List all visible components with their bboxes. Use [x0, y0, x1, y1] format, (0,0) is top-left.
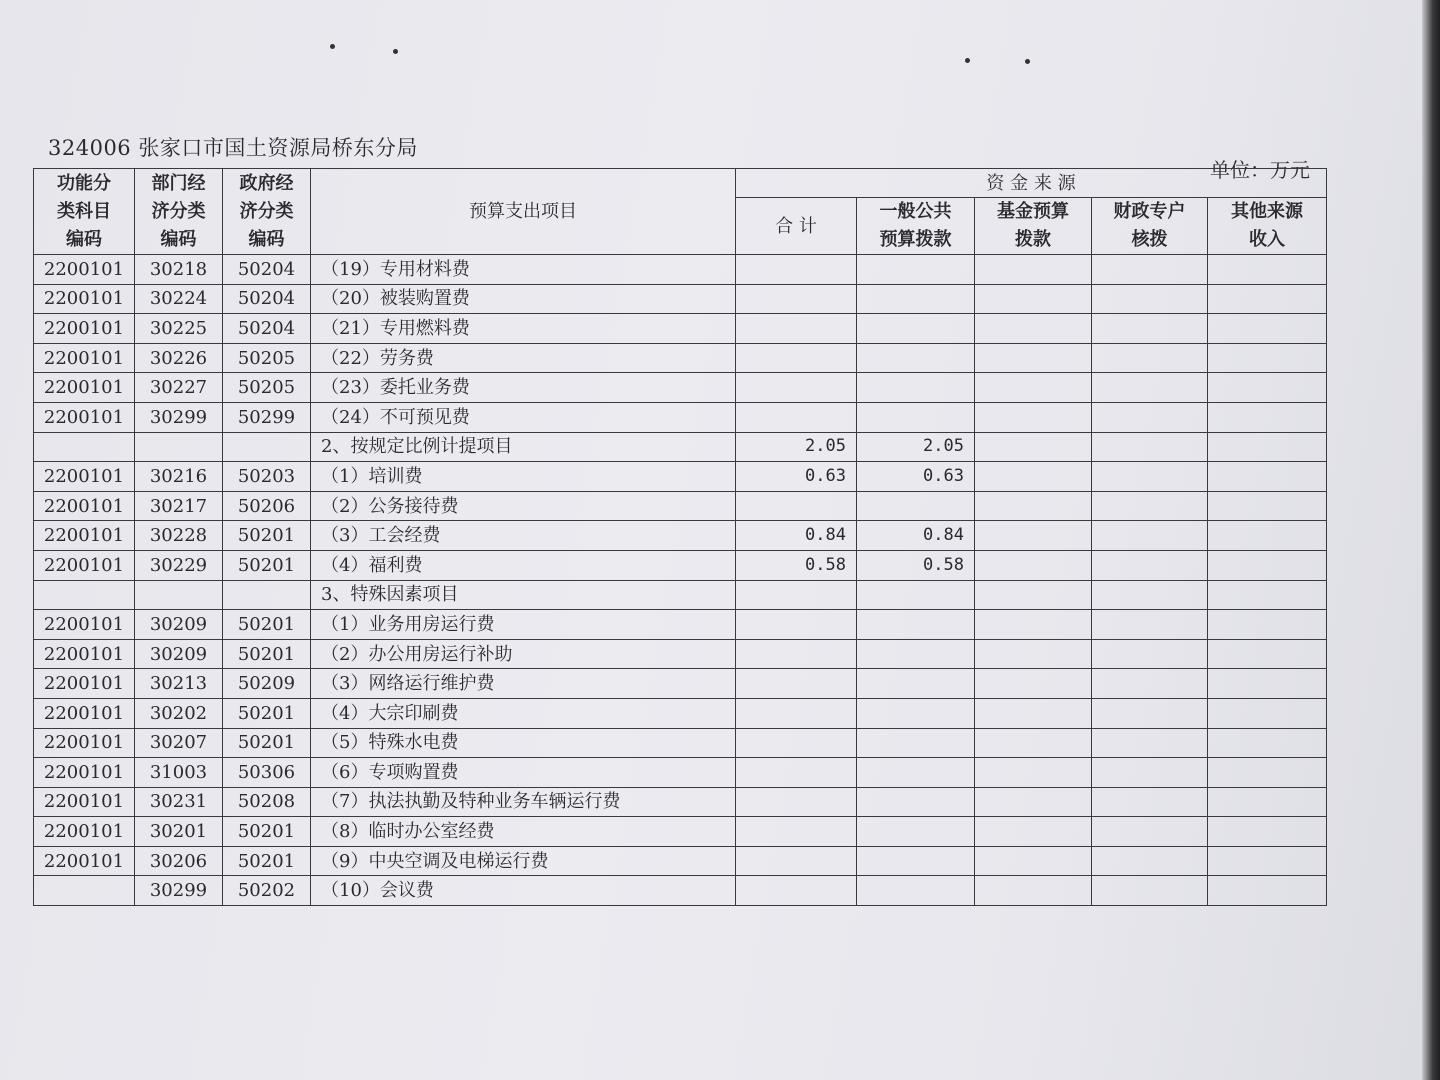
other-income-cell [1208, 846, 1327, 876]
gov-code-cell [223, 580, 311, 610]
total-cell: 2.05 [736, 432, 857, 462]
dept-code-cell: 30228 [135, 521, 223, 551]
func-code-cell: 2200101 [34, 314, 135, 344]
table-row [34, 284, 1327, 314]
fund-budget-cell [975, 846, 1092, 876]
dept-code-cell [135, 580, 223, 610]
dept-code-cell: 30206 [135, 846, 223, 876]
table-row [34, 373, 1327, 403]
finance-special-cell [1092, 669, 1208, 699]
general-budget-cell [857, 876, 975, 906]
gov-code-cell: 50201 [223, 610, 311, 640]
finance-special-cell [1092, 373, 1208, 403]
general-budget-cell [857, 669, 975, 699]
total-cell: 0.63 [736, 462, 857, 492]
header-total: 合 计 [736, 198, 857, 255]
total-cell [736, 639, 857, 669]
table-row [34, 432, 1327, 462]
finance-special-cell [1092, 462, 1208, 492]
item-cell: （20）被装购置费 [311, 284, 736, 314]
dept-code-cell: 30299 [135, 402, 223, 432]
gov-code-cell: 50204 [223, 284, 311, 314]
other-income-cell [1208, 255, 1327, 285]
finance-special-cell [1092, 876, 1208, 906]
other-income-cell [1208, 521, 1327, 551]
finance-special-cell [1092, 343, 1208, 373]
other-income-cell [1208, 314, 1327, 344]
punch-hole [965, 58, 970, 63]
func-code-cell: 2200101 [34, 521, 135, 551]
other-income-cell [1208, 462, 1327, 492]
func-code-cell: 2200101 [34, 817, 135, 847]
finance-special-cell [1092, 817, 1208, 847]
dept-code-cell: 30217 [135, 491, 223, 521]
gov-code-cell: 50201 [223, 846, 311, 876]
finance-special-cell [1092, 550, 1208, 580]
fund-budget-cell [975, 432, 1092, 462]
header-func-code: 功能分 类科目 编码 [34, 169, 135, 255]
budget-table [33, 168, 1327, 906]
fund-budget-cell [975, 876, 1092, 906]
gov-code-cell: 50201 [223, 639, 311, 669]
dept-code-cell: 31003 [135, 758, 223, 788]
general-budget-cell [857, 758, 975, 788]
total-cell [736, 846, 857, 876]
other-income-cell [1208, 432, 1327, 462]
gov-code-cell: 50206 [223, 491, 311, 521]
other-income-cell [1208, 610, 1327, 640]
dept-code-cell: 30299 [135, 876, 223, 906]
punch-hole [1025, 59, 1030, 64]
general-budget-cell [857, 373, 975, 403]
fund-budget-cell [975, 669, 1092, 699]
table-row [34, 817, 1327, 847]
table-row [34, 462, 1327, 492]
dept-code-cell: 30202 [135, 698, 223, 728]
func-code-cell: 2200101 [34, 787, 135, 817]
header-general-budget: 一般公共 预算拨款 [857, 198, 975, 255]
table-row [34, 787, 1327, 817]
general-budget-cell [857, 846, 975, 876]
total-cell [736, 698, 857, 728]
total-cell: 0.84 [736, 521, 857, 551]
item-cell: （3）工会经费 [311, 521, 736, 551]
item-cell: （3）网络运行维护费 [311, 669, 736, 699]
general-budget-cell [857, 255, 975, 285]
finance-special-cell [1092, 698, 1208, 728]
fund-budget-cell [975, 639, 1092, 669]
other-income-cell [1208, 698, 1327, 728]
total-cell [736, 284, 857, 314]
table-row [34, 669, 1327, 699]
header-gov-code: 政府经 济分类 编码 [223, 169, 311, 255]
table-row [34, 402, 1327, 432]
table-row [34, 639, 1327, 669]
item-cell: （22）劳务费 [311, 343, 736, 373]
gov-code-cell: 50204 [223, 255, 311, 285]
func-code-cell: 2200101 [34, 284, 135, 314]
unit-label: 单位：万元 [1210, 158, 1310, 182]
table-row [34, 255, 1327, 285]
item-cell: （8）临时办公室经费 [311, 817, 736, 847]
general-budget-cell: 0.84 [857, 521, 975, 551]
func-code-cell: 2200101 [34, 373, 135, 403]
func-code-cell: 2200101 [34, 698, 135, 728]
table-row [34, 610, 1327, 640]
gov-code-cell: 50201 [223, 698, 311, 728]
func-code-cell: 2200101 [34, 846, 135, 876]
fund-budget-cell [975, 284, 1092, 314]
total-cell [736, 402, 857, 432]
dept-code-cell: 30231 [135, 787, 223, 817]
header-fund-budget: 基金预算 拨款 [975, 198, 1092, 255]
header-dept-code: 部门经 济分类 编码 [135, 169, 223, 255]
gov-code-cell: 50201 [223, 521, 311, 551]
gov-code-cell: 50202 [223, 876, 311, 906]
general-budget-cell [857, 343, 975, 373]
func-code-cell [34, 580, 135, 610]
item-cell: （19）专用材料费 [311, 255, 736, 285]
finance-special-cell [1092, 314, 1208, 344]
item-cell: （2）公务接待费 [311, 491, 736, 521]
gov-code-cell: 50205 [223, 373, 311, 403]
gov-code-cell: 50201 [223, 550, 311, 580]
total-cell [736, 876, 857, 906]
table-row [34, 521, 1327, 551]
other-income-cell [1208, 491, 1327, 521]
fund-budget-cell [975, 550, 1092, 580]
item-cell: （10）会议费 [311, 876, 736, 906]
dept-code-cell: 30207 [135, 728, 223, 758]
fund-budget-cell [975, 698, 1092, 728]
item-cell: （4）福利费 [311, 550, 736, 580]
table-row [34, 698, 1327, 728]
other-income-cell [1208, 876, 1327, 906]
finance-special-cell [1092, 639, 1208, 669]
func-code-cell: 2200101 [34, 669, 135, 699]
item-cell: （6）专项购置费 [311, 758, 736, 788]
paper-edge-shadow [1422, 0, 1440, 1080]
other-income-cell [1208, 758, 1327, 788]
dept-code-cell: 30209 [135, 610, 223, 640]
general-budget-cell [857, 787, 975, 817]
gov-code-cell: 50209 [223, 669, 311, 699]
func-code-cell: 2200101 [34, 758, 135, 788]
gov-code-cell: 50204 [223, 314, 311, 344]
total-cell [736, 373, 857, 403]
header-finance-special: 财政专户 核拨 [1092, 198, 1208, 255]
punch-hole [393, 49, 398, 54]
total-cell: 0.58 [736, 550, 857, 580]
other-income-cell [1208, 550, 1327, 580]
table-row [34, 758, 1327, 788]
document-title: 324006 张家口市国土资源局桥东分局 [48, 136, 418, 160]
gov-code-cell [223, 432, 311, 462]
table-row [34, 314, 1327, 344]
item-cell: 3、特殊因素项目 [311, 580, 736, 610]
item-cell: （9）中央空调及电梯运行费 [311, 846, 736, 876]
func-code-cell [34, 432, 135, 462]
other-income-cell [1208, 787, 1327, 817]
dept-code-cell: 30229 [135, 550, 223, 580]
item-cell: （5）特殊水电费 [311, 728, 736, 758]
total-cell [736, 728, 857, 758]
fund-budget-cell [975, 521, 1092, 551]
item-cell: 2、按规定比例计提项目 [311, 432, 736, 462]
other-income-cell [1208, 402, 1327, 432]
general-budget-cell [857, 284, 975, 314]
finance-special-cell [1092, 758, 1208, 788]
table-row [34, 550, 1327, 580]
finance-special-cell [1092, 580, 1208, 610]
item-cell: （1）业务用房运行费 [311, 610, 736, 640]
table-row [34, 580, 1327, 610]
dept-code-cell: 30225 [135, 314, 223, 344]
general-budget-cell [857, 580, 975, 610]
fund-budget-cell [975, 491, 1092, 521]
finance-special-cell [1092, 402, 1208, 432]
gov-code-cell: 50306 [223, 758, 311, 788]
finance-special-cell [1092, 728, 1208, 758]
finance-special-cell [1092, 491, 1208, 521]
header-item: 预算支出项目 [311, 169, 736, 255]
header-other-income: 其他来源 收入 [1208, 198, 1327, 255]
fund-budget-cell [975, 610, 1092, 640]
fund-budget-cell [975, 255, 1092, 285]
func-code-cell: 2200101 [34, 550, 135, 580]
general-budget-cell [857, 817, 975, 847]
finance-special-cell [1092, 846, 1208, 876]
total-cell [736, 817, 857, 847]
gov-code-cell: 50201 [223, 817, 311, 847]
dept-code-cell: 30226 [135, 343, 223, 373]
dept-code-cell: 30201 [135, 817, 223, 847]
fund-budget-cell [975, 343, 1092, 373]
total-cell [736, 580, 857, 610]
header-fund-source: 资 金 来 源 [736, 169, 1327, 198]
func-code-cell: 2200101 [34, 610, 135, 640]
fund-budget-cell [975, 462, 1092, 492]
func-code-cell: 2200101 [34, 728, 135, 758]
finance-special-cell [1092, 432, 1208, 462]
fund-budget-cell [975, 373, 1092, 403]
other-income-cell [1208, 580, 1327, 610]
finance-special-cell [1092, 610, 1208, 640]
general-budget-cell [857, 314, 975, 344]
table-row [34, 491, 1327, 521]
fund-budget-cell [975, 580, 1092, 610]
dept-code-cell [135, 432, 223, 462]
table-row [34, 846, 1327, 876]
general-budget-cell: 2.05 [857, 432, 975, 462]
finance-special-cell [1092, 284, 1208, 314]
other-income-cell [1208, 817, 1327, 847]
total-cell [736, 491, 857, 521]
dept-code-cell: 30224 [135, 284, 223, 314]
dept-code-cell: 30216 [135, 462, 223, 492]
fund-budget-cell [975, 728, 1092, 758]
total-cell [736, 255, 857, 285]
func-code-cell [34, 876, 135, 906]
general-budget-cell [857, 639, 975, 669]
total-cell [736, 787, 857, 817]
table-body [34, 255, 1327, 906]
other-income-cell [1208, 728, 1327, 758]
total-cell [736, 610, 857, 640]
total-cell [736, 314, 857, 344]
general-budget-cell [857, 698, 975, 728]
func-code-cell: 2200101 [34, 402, 135, 432]
total-cell [736, 758, 857, 788]
item-cell: （23）委托业务费 [311, 373, 736, 403]
func-code-cell: 2200101 [34, 255, 135, 285]
gov-code-cell: 50201 [223, 728, 311, 758]
item-cell: （2）办公用房运行补助 [311, 639, 736, 669]
general-budget-cell: 0.58 [857, 550, 975, 580]
finance-special-cell [1092, 521, 1208, 551]
other-income-cell [1208, 669, 1327, 699]
fund-budget-cell [975, 402, 1092, 432]
general-budget-cell [857, 728, 975, 758]
item-cell: （21）专用燃料费 [311, 314, 736, 344]
fund-budget-cell [975, 787, 1092, 817]
other-income-cell [1208, 639, 1327, 669]
func-code-cell: 2200101 [34, 491, 135, 521]
table-row [34, 876, 1327, 906]
other-income-cell [1208, 373, 1327, 403]
total-cell [736, 669, 857, 699]
finance-special-cell [1092, 255, 1208, 285]
item-cell: （7）执法执勤及特种业务车辆运行费 [311, 787, 736, 817]
finance-special-cell [1092, 787, 1208, 817]
item-cell: （1）培训费 [311, 462, 736, 492]
func-code-cell: 2200101 [34, 639, 135, 669]
other-income-cell [1208, 343, 1327, 373]
item-cell: （24）不可预见费 [311, 402, 736, 432]
general-budget-cell: 0.63 [857, 462, 975, 492]
func-code-cell: 2200101 [34, 462, 135, 492]
fund-budget-cell [975, 314, 1092, 344]
gov-code-cell: 50208 [223, 787, 311, 817]
general-budget-cell [857, 402, 975, 432]
fund-budget-cell [975, 758, 1092, 788]
fund-budget-cell [975, 817, 1092, 847]
dept-code-cell: 30227 [135, 373, 223, 403]
general-budget-cell [857, 610, 975, 640]
general-budget-cell [857, 491, 975, 521]
dept-code-cell: 30213 [135, 669, 223, 699]
table-row [34, 343, 1327, 373]
item-cell: （4）大宗印刷费 [311, 698, 736, 728]
gov-code-cell: 50205 [223, 343, 311, 373]
dept-code-cell: 30218 [135, 255, 223, 285]
func-code-cell: 2200101 [34, 343, 135, 373]
table-row [34, 728, 1327, 758]
gov-code-cell: 50299 [223, 402, 311, 432]
total-cell [736, 343, 857, 373]
gov-code-cell: 50203 [223, 462, 311, 492]
dept-code-cell: 30209 [135, 639, 223, 669]
punch-hole [330, 44, 335, 49]
other-income-cell [1208, 284, 1327, 314]
